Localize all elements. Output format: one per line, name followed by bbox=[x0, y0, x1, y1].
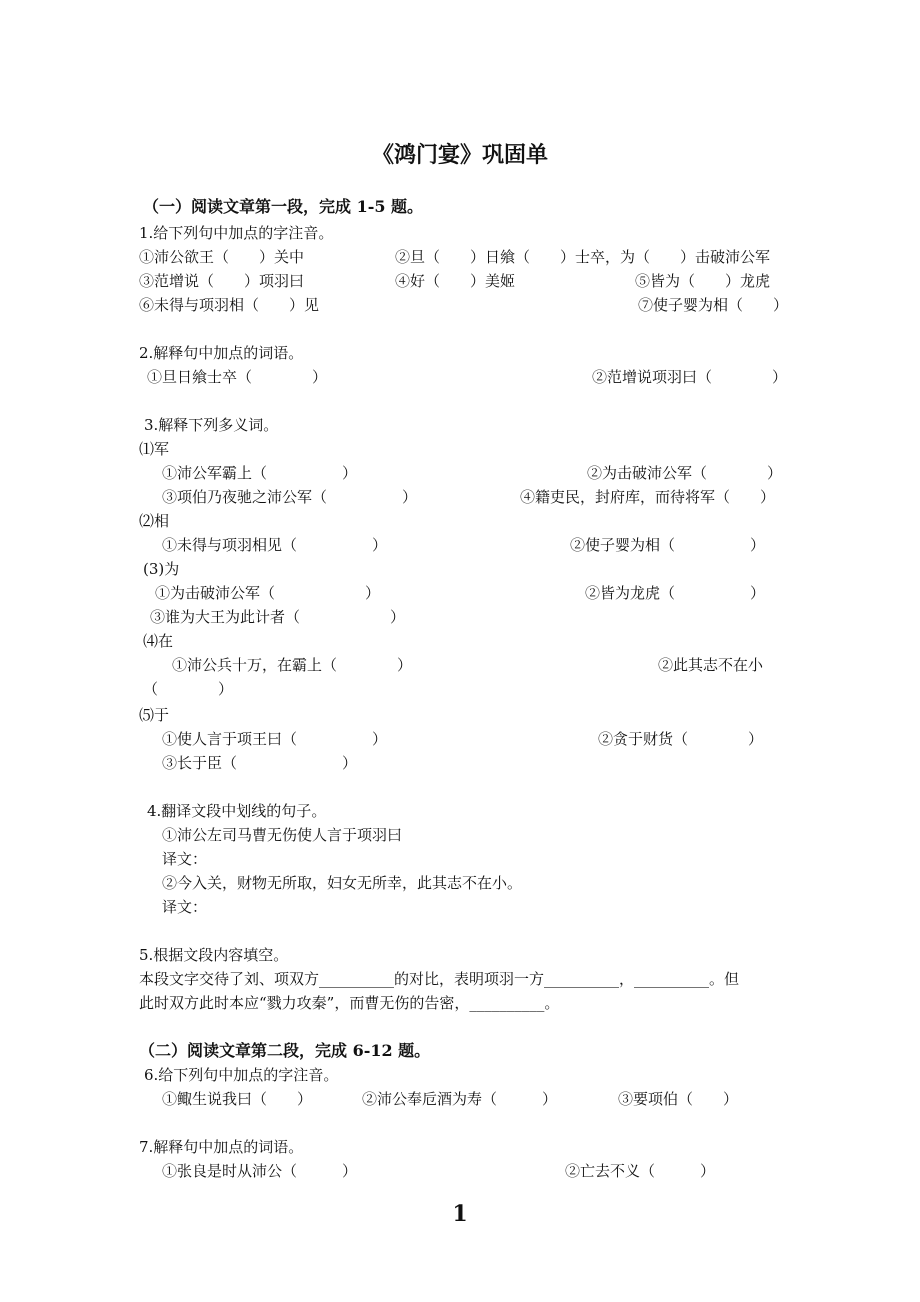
q6-item-3: ③要项伯（ ） bbox=[618, 1090, 739, 1108]
q3-g2-item-1: ①未得与项羽相见（ ） bbox=[162, 536, 388, 554]
page-title: 《鸿门宴》巩固单 bbox=[371, 142, 548, 168]
q3-g5-item-2: ②贪于财货（ ） bbox=[598, 730, 764, 748]
q3-group-4-label: ⑷在 bbox=[143, 632, 174, 650]
q3-g1-item-2: ②为击破沛公军（ ） bbox=[587, 464, 783, 482]
q1-prompt: 1.给下列句中加点的字注音。 bbox=[139, 224, 334, 242]
q7-item-2: ②亡去不义（ ） bbox=[565, 1162, 716, 1180]
q3-group-3-label: (3)为 bbox=[143, 560, 180, 578]
q3-g4-item-2: ②此其志不在小 bbox=[658, 656, 764, 674]
q3-g1-item-4: ④籍吏民，封府库，而待将军（ ） bbox=[520, 488, 776, 506]
q4-item-2: ②今入关，财物无所取，妇女无所幸，此其志不在小。 bbox=[162, 874, 523, 892]
q5-line-1: 本段文字交待了刘、项双方__________的对比，表明项羽一方__________，__________。但 bbox=[139, 970, 740, 988]
q6-item-1: ①鲰生说我曰（ ） bbox=[162, 1090, 313, 1108]
q2-item-1: ①旦日飨士卒（ ） bbox=[147, 368, 328, 386]
q3-g1-item-1: ①沛公军霸上（ ） bbox=[162, 464, 358, 482]
q4-translation-1: 译文： bbox=[162, 850, 208, 868]
q3-g3-item-2: ②皆为龙虎（ ） bbox=[585, 584, 766, 602]
q3-g1-item-3: ③项伯乃夜驰之沛公军（ ） bbox=[162, 488, 418, 506]
q3-prompt: 3.解释下列多义词。 bbox=[144, 416, 279, 434]
q3-g5-item-1: ①使人言于项王曰（ ） bbox=[162, 730, 388, 748]
q4-prompt: 4.翻译文段中划线的句子。 bbox=[147, 802, 327, 820]
q3-g3-item-3: ③谁为大王为此计者（ ） bbox=[150, 608, 406, 626]
page-number: 1 bbox=[452, 1201, 468, 1227]
q3-g4-item-1: ①沛公兵十万，在霸上（ ） bbox=[172, 656, 413, 674]
q1-item-7: ⑦使子婴为相（ ） bbox=[638, 296, 789, 314]
q4-translation-2: 译文： bbox=[162, 898, 208, 916]
q1-item-1: ①沛公欲王（ ）关中 bbox=[139, 248, 305, 266]
q5-prompt: 5.根据文段内容填空。 bbox=[139, 946, 289, 964]
q3-group-2-label: ⑵相 bbox=[139, 512, 170, 530]
q1-item-4: ④好（ ）美姬 bbox=[395, 272, 516, 290]
q7-prompt: 7.解释句中加点的词语。 bbox=[139, 1138, 304, 1156]
q3-group-5-label: ⑸于 bbox=[139, 706, 170, 724]
q6-item-2: ②沛公奉卮酒为寿（ ） bbox=[362, 1090, 558, 1108]
q5-line-2: 此时双方此时本应“戮力攻秦”，而曹无伤的告密，__________。 bbox=[139, 994, 560, 1012]
q4-item-1: ①沛公左司马曹无伤使人言于项羽曰 bbox=[162, 826, 403, 844]
q3-g5-item-3: ③长于臣（ ） bbox=[162, 754, 358, 772]
q1-item-6: ⑥未得与项羽相（ ）见 bbox=[139, 296, 320, 314]
q2-prompt: 2.解释句中加点的词语。 bbox=[139, 344, 304, 362]
q1-item-5: ⑤皆为（ ）龙虎 bbox=[635, 272, 771, 290]
q1-item-2: ②旦（ ）日飨（ ）士卒，为（ ）击破沛公军 bbox=[395, 248, 771, 266]
q3-g3-item-1: ①为击破沛公军（ ） bbox=[155, 584, 381, 602]
q3-g2-item-2: ②使子婴为相（ ） bbox=[570, 536, 766, 554]
section-1-heading: （一）阅读文章第一段，完成 1-5 题。 bbox=[143, 197, 424, 216]
q3-g4-item-2-blank: （ ） bbox=[143, 680, 234, 698]
q3-group-1-label: ⑴军 bbox=[139, 440, 170, 458]
q1-item-3: ③范增说（ ）项羽曰 bbox=[139, 272, 305, 290]
q7-item-1: ①张良是时从沛公（ ） bbox=[162, 1162, 358, 1180]
section-2-heading: （二）阅读文章第二段，完成 6-12 题。 bbox=[139, 1041, 431, 1060]
q6-prompt: 6.给下列句中加点的字注音。 bbox=[144, 1066, 339, 1084]
q2-item-2: ②范增说项羽曰（ ） bbox=[592, 368, 788, 386]
